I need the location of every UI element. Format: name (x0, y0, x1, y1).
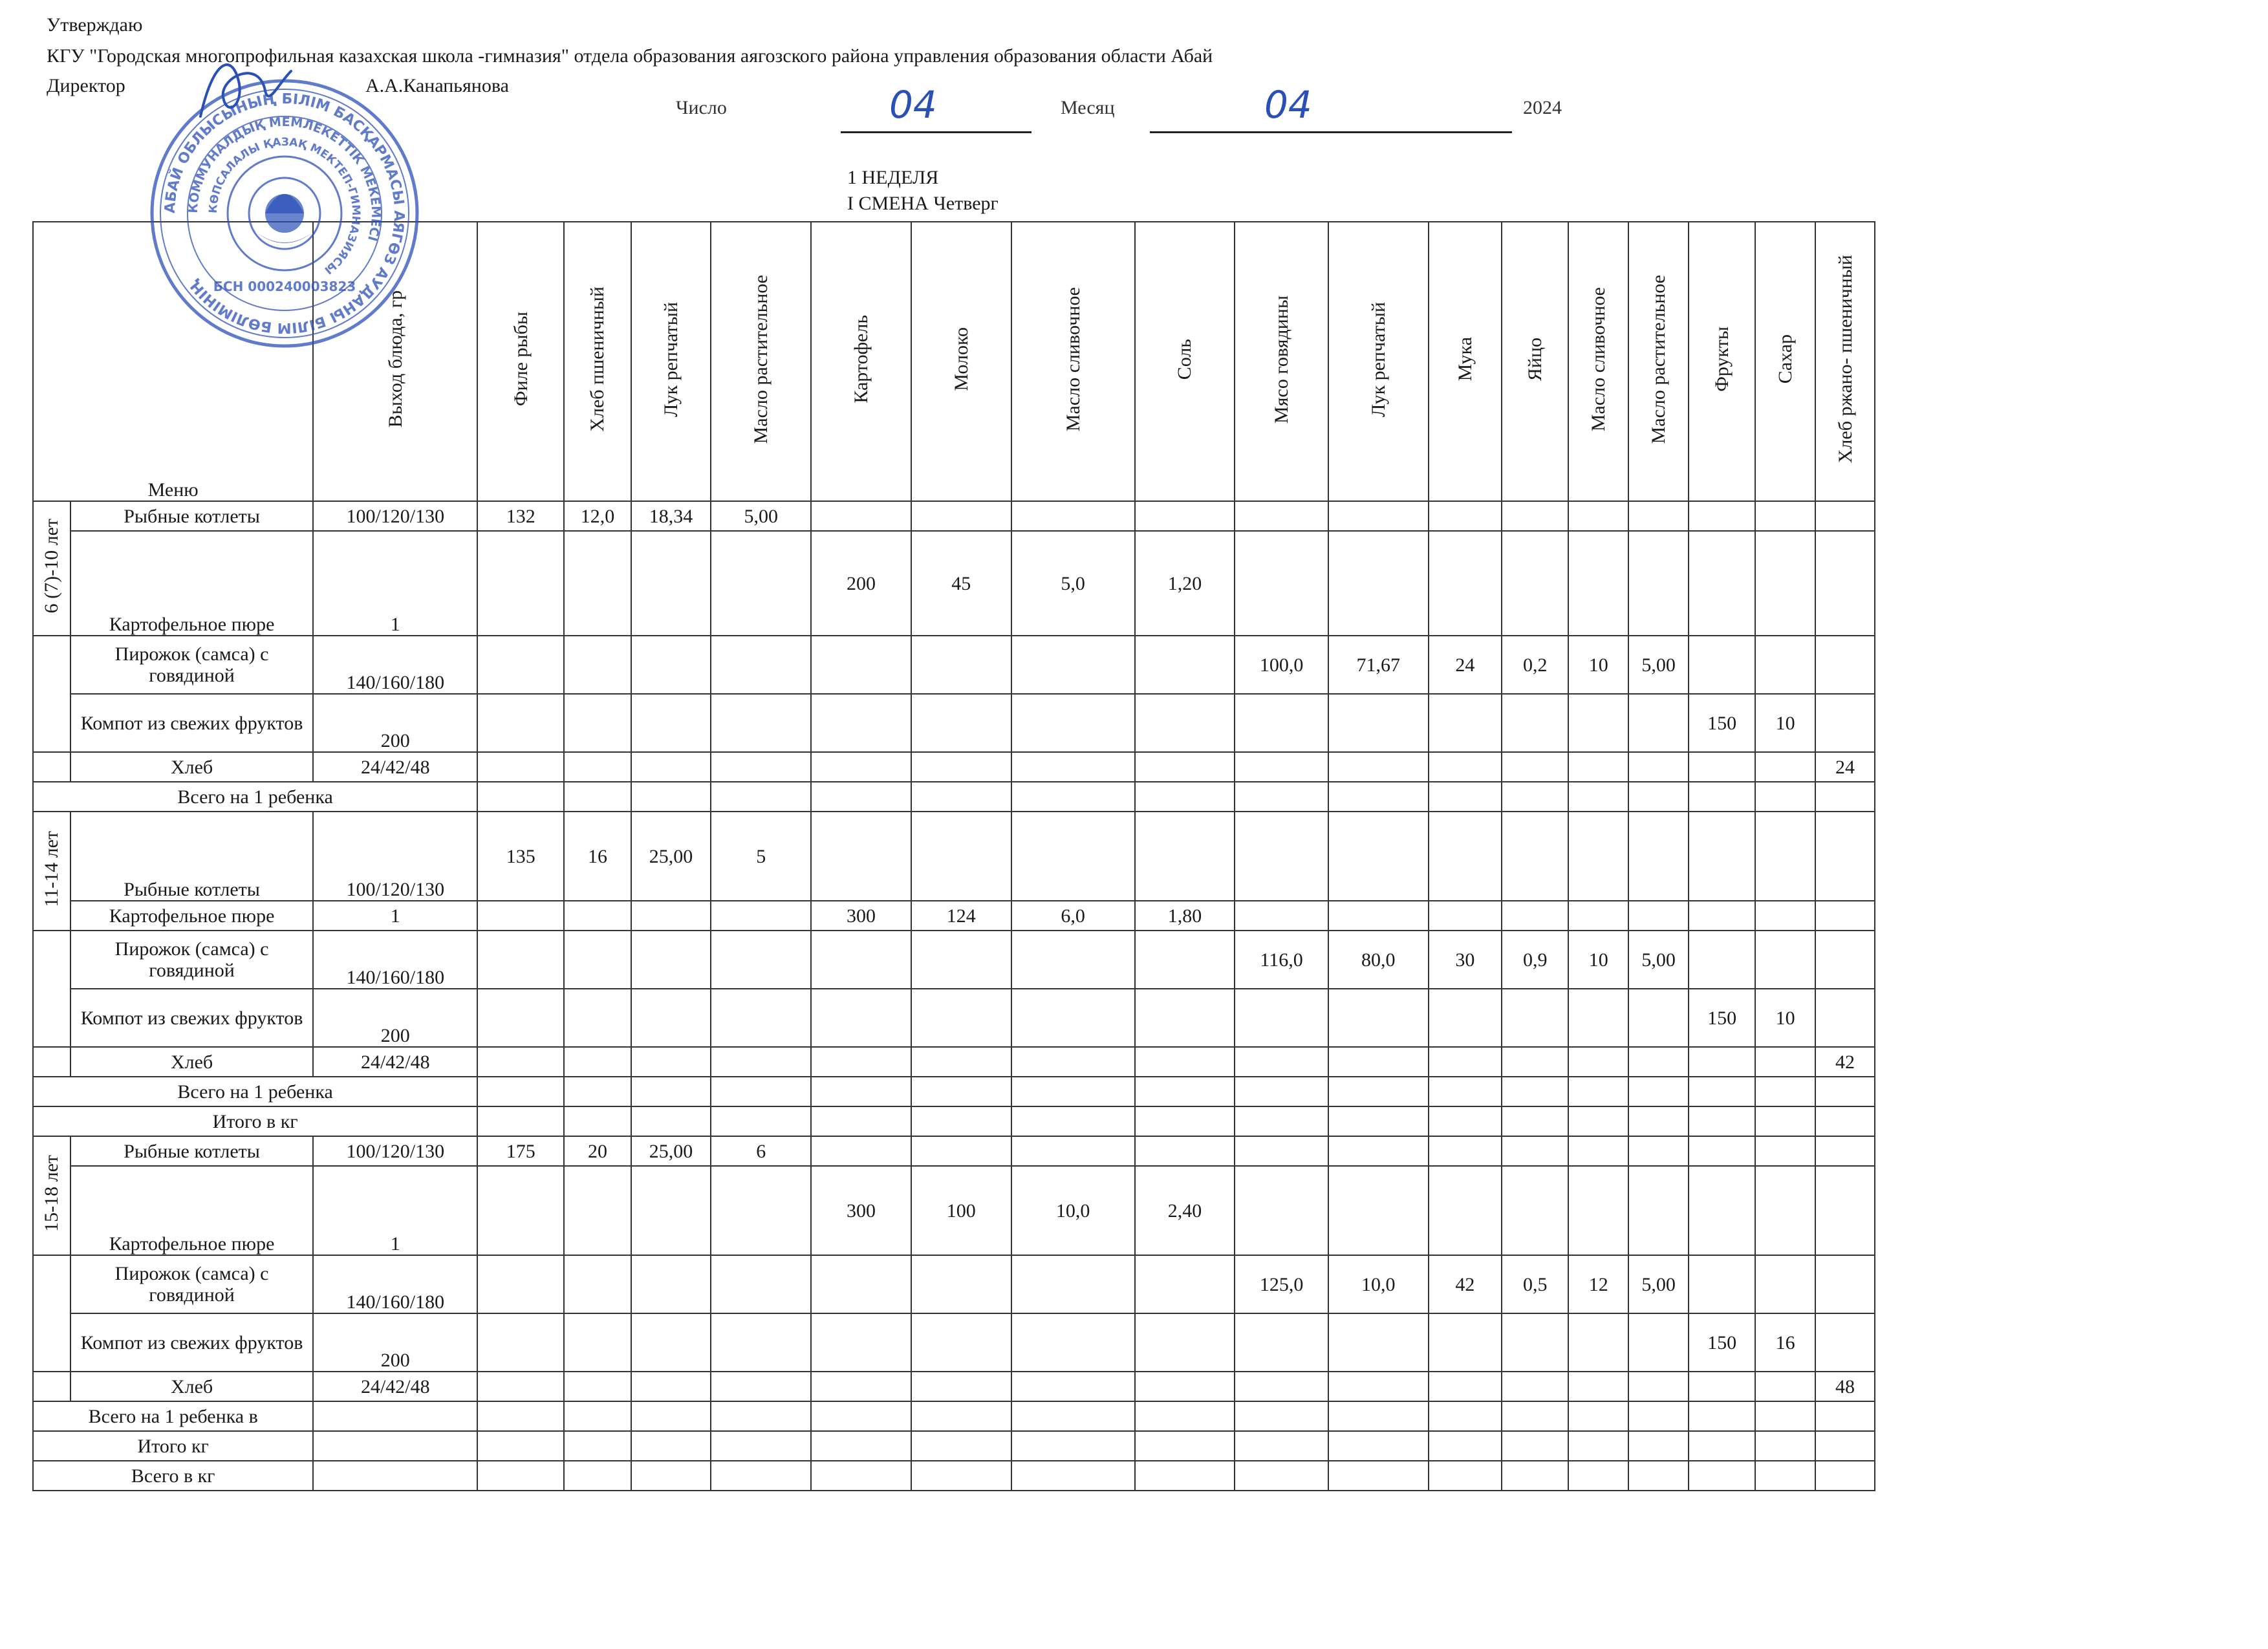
age-group-label: 6 (7)-10 лет (33, 501, 70, 636)
col-flour: Мука (1429, 222, 1502, 501)
cell-value: 10,0 (1328, 1255, 1429, 1313)
cell-value: 16 (564, 812, 631, 901)
table-row (33, 1313, 1875, 1372)
col-salt: Соль (1135, 222, 1235, 501)
cell-value: 5,00 (1628, 931, 1689, 989)
stamp-text-inner: КӨПСАЛАЛЫ ҚАЗАҚ МЕКТЕП-ГИМНАЗИЯСЫ (206, 135, 363, 277)
cell-value: 5,00 (711, 501, 811, 531)
cell-value: 5,0 (1011, 531, 1135, 636)
cell-value: 0,2 (1502, 636, 1568, 694)
cell-value: 30 (1429, 931, 1502, 989)
itogo-row (33, 1431, 1875, 1461)
table-row (33, 636, 1875, 694)
cell-value: 150 (1689, 1313, 1755, 1372)
dish-yield: 100/120/130 (313, 1136, 477, 1166)
dish-name: Пирожок (самса) с говядиной (70, 636, 314, 694)
cell-value: 48 (1815, 1372, 1875, 1401)
cell-value: 10 (1568, 931, 1628, 989)
col-fish-fillet: Филе рыбы (477, 222, 564, 501)
itogo-label: Итого в кг (33, 1106, 477, 1136)
cell-value: 10 (1568, 636, 1628, 694)
day-label: Число (676, 97, 727, 118)
cell-value: 5,00 (1628, 636, 1689, 694)
dish-yield: 140/160/180 (313, 1255, 477, 1313)
dish-name: Рыбные котлеты (70, 812, 314, 901)
dish-name: Компот из свежих фруктов (70, 1313, 314, 1372)
col-butter: Масло сливочное (1011, 222, 1135, 501)
approve-label: Утверждаю (47, 14, 143, 36)
dish-name: Картофельное пюре (70, 901, 314, 931)
cell-value: 12 (1568, 1255, 1628, 1313)
cell-value: 135 (477, 812, 564, 901)
header-row (33, 222, 1875, 501)
week-title: 1 НЕДЕЛЯ (847, 167, 939, 188)
cell-value: 18,34 (631, 501, 711, 531)
cell-value: 5 (711, 812, 811, 901)
cell-value: 5,00 (1628, 1255, 1689, 1313)
col-yield: Выход блюда, гр (313, 222, 477, 501)
cell-value: 12,0 (564, 501, 631, 531)
col-potato: Картофель (811, 222, 911, 501)
cell-value: 175 (477, 1136, 564, 1166)
cell-value: 100,0 (1235, 636, 1328, 694)
total-label: Всего на 1 ребенка в (33, 1401, 313, 1431)
col-fruits: Фрукты (1689, 222, 1755, 501)
year-value: 2024 (1523, 97, 1562, 118)
table-row (33, 1047, 1875, 1077)
cell-value: 6,0 (1011, 901, 1135, 931)
cell-value: 10 (1755, 989, 1815, 1047)
col-vegetable-oil: Масло растительное (711, 222, 811, 501)
dish-yield: 24/42/48 (313, 752, 477, 782)
cell-value: 45 (911, 531, 1011, 636)
cell-value: 42 (1815, 1047, 1875, 1077)
col-milk: Молоко (911, 222, 1011, 501)
age-group-label: 15-18 лет (33, 1136, 70, 1255)
cell-value: 71,67 (1328, 636, 1429, 694)
stamp-bin: БСН 000240003823 (213, 279, 356, 294)
cell-value: 42 (1429, 1255, 1502, 1313)
organization-name: КГУ "Городская многопрофильная казахская школа -гимназия" отдела образования аягозского района управления образования области Абай (47, 45, 1213, 67)
table-row (33, 1372, 1875, 1401)
dish-yield: 1 (313, 1166, 477, 1255)
dish-name: Пирожок (самса) с говядиной (70, 931, 314, 989)
cell-value: 0,5 (1502, 1255, 1568, 1313)
table-row (33, 901, 1875, 931)
dish-yield: 200 (313, 1313, 477, 1372)
cell-value: 1,80 (1135, 901, 1235, 931)
table-row (33, 931, 1875, 989)
table-row (33, 1136, 1875, 1166)
day-underline (841, 131, 1031, 133)
dish-yield: 24/42/48 (313, 1047, 477, 1077)
cell-value: 16 (1755, 1313, 1815, 1372)
cell-value: 200 (811, 531, 911, 636)
col-sugar: Сахар (1755, 222, 1815, 501)
grand-total-label: Всего в кг (33, 1461, 313, 1491)
dish-yield: 200 (313, 989, 477, 1047)
itogo-label: Итого кг (33, 1431, 313, 1461)
total-row (33, 782, 1875, 812)
col-onion-2: Лук репчатый (1328, 222, 1429, 501)
cell-value: 6 (711, 1136, 811, 1166)
table-row (33, 1255, 1875, 1313)
dish-name: Хлеб (70, 752, 314, 782)
dish-yield: 140/160/180 (313, 931, 477, 989)
dish-name: Картофельное пюре (70, 1166, 314, 1255)
cell-value: 125,0 (1235, 1255, 1328, 1313)
total-label: Всего на 1 ребенка (33, 782, 477, 812)
col-wheat-bread: Хлеб пшеничный (564, 222, 631, 501)
col-rye-bread: Хлеб ржано- пшеничный (1815, 222, 1875, 501)
dish-yield: 1 (313, 531, 477, 636)
cell-value: 2,40 (1135, 1166, 1235, 1255)
col-vegetable-oil-2: Масло растительное (1628, 222, 1689, 501)
cell-value: 116,0 (1235, 931, 1328, 989)
col-menu: Меню (33, 222, 313, 501)
cell-value: 20 (564, 1136, 631, 1166)
director-name: А.А.Канапьянова (365, 75, 509, 96)
dish-name: Хлеб (70, 1047, 314, 1077)
age-group-label: 11-14 лет (33, 812, 70, 931)
cell-value: 80,0 (1328, 931, 1429, 989)
stamp-text-outer: АБАЙ ОБЛЫСЫНЫҢ БІЛІМ БАСҚАРМАСЫ АЯГӨЗ АУДАНЫ БІЛІМ БӨЛІМІНІҢ (162, 91, 407, 336)
dish-yield: 140/160/180 (313, 636, 477, 694)
month-label: Месяц (1061, 97, 1115, 118)
table-row (33, 694, 1875, 752)
cell-value: 24 (1429, 636, 1502, 694)
month-underline (1150, 131, 1512, 133)
cell-value: 150 (1689, 989, 1755, 1047)
shift-title: I СМЕНА Четверг (847, 193, 999, 214)
month-value: 04 (1264, 83, 1312, 127)
total-row (33, 1401, 1875, 1431)
total-row (33, 1077, 1875, 1106)
cell-value: 124 (911, 901, 1011, 931)
dish-name: Пирожок (самса) с говядиной (70, 1255, 314, 1313)
cell-value: 10,0 (1011, 1166, 1135, 1255)
dish-name: Хлеб (70, 1372, 314, 1401)
cell-value: 100 (911, 1166, 1011, 1255)
table-row (33, 1166, 1875, 1255)
grand-total-row (33, 1461, 1875, 1491)
col-beef: Мясо говядины (1235, 222, 1328, 501)
col-egg: Яйцо (1502, 222, 1568, 501)
table-row (33, 812, 1875, 901)
dish-yield: 200 (313, 694, 477, 752)
table-row (33, 501, 1875, 531)
table-row (33, 752, 1875, 782)
total-label: Всего на 1 ребенка (33, 1077, 477, 1106)
table-row (33, 531, 1875, 636)
cell-value: 1,20 (1135, 531, 1235, 636)
dish-name: Картофельное пюре (70, 531, 314, 636)
dish-yield: 100/120/130 (313, 501, 477, 531)
cell-value: 150 (1689, 694, 1755, 752)
cell-value: 132 (477, 501, 564, 531)
col-butter-2: Масло сливочное (1568, 222, 1628, 501)
dish-yield: 1 (313, 901, 477, 931)
dish-name: Компот из свежих фруктов (70, 989, 314, 1047)
director-label: Директор (47, 75, 125, 96)
cell-value: 25,00 (631, 812, 711, 901)
itogo-row (33, 1106, 1875, 1136)
cell-value: 300 (811, 901, 911, 931)
cell-value: 24 (1815, 752, 1875, 782)
dish-name: Рыбные котлеты (70, 501, 314, 531)
day-value: 04 (889, 83, 937, 127)
cell-value: 0,9 (1502, 931, 1568, 989)
stamp-text-middle: КОММУНАЛДЫҚ МЕМЛЕКЕТТІК МЕКЕМЕСІ (186, 114, 383, 243)
col-onion: Лук репчатый (631, 222, 711, 501)
cell-value: 300 (811, 1166, 911, 1255)
cell-value: 25,00 (631, 1136, 711, 1166)
cell-value: 10 (1755, 694, 1815, 752)
dish-yield: 100/120/130 (313, 812, 477, 901)
menu-table (32, 221, 1875, 1491)
dish-name: Компот из свежих фруктов (70, 694, 314, 752)
dish-name: Рыбные котлеты (70, 1136, 314, 1166)
table-row (33, 989, 1875, 1047)
dish-yield: 24/42/48 (313, 1372, 477, 1401)
